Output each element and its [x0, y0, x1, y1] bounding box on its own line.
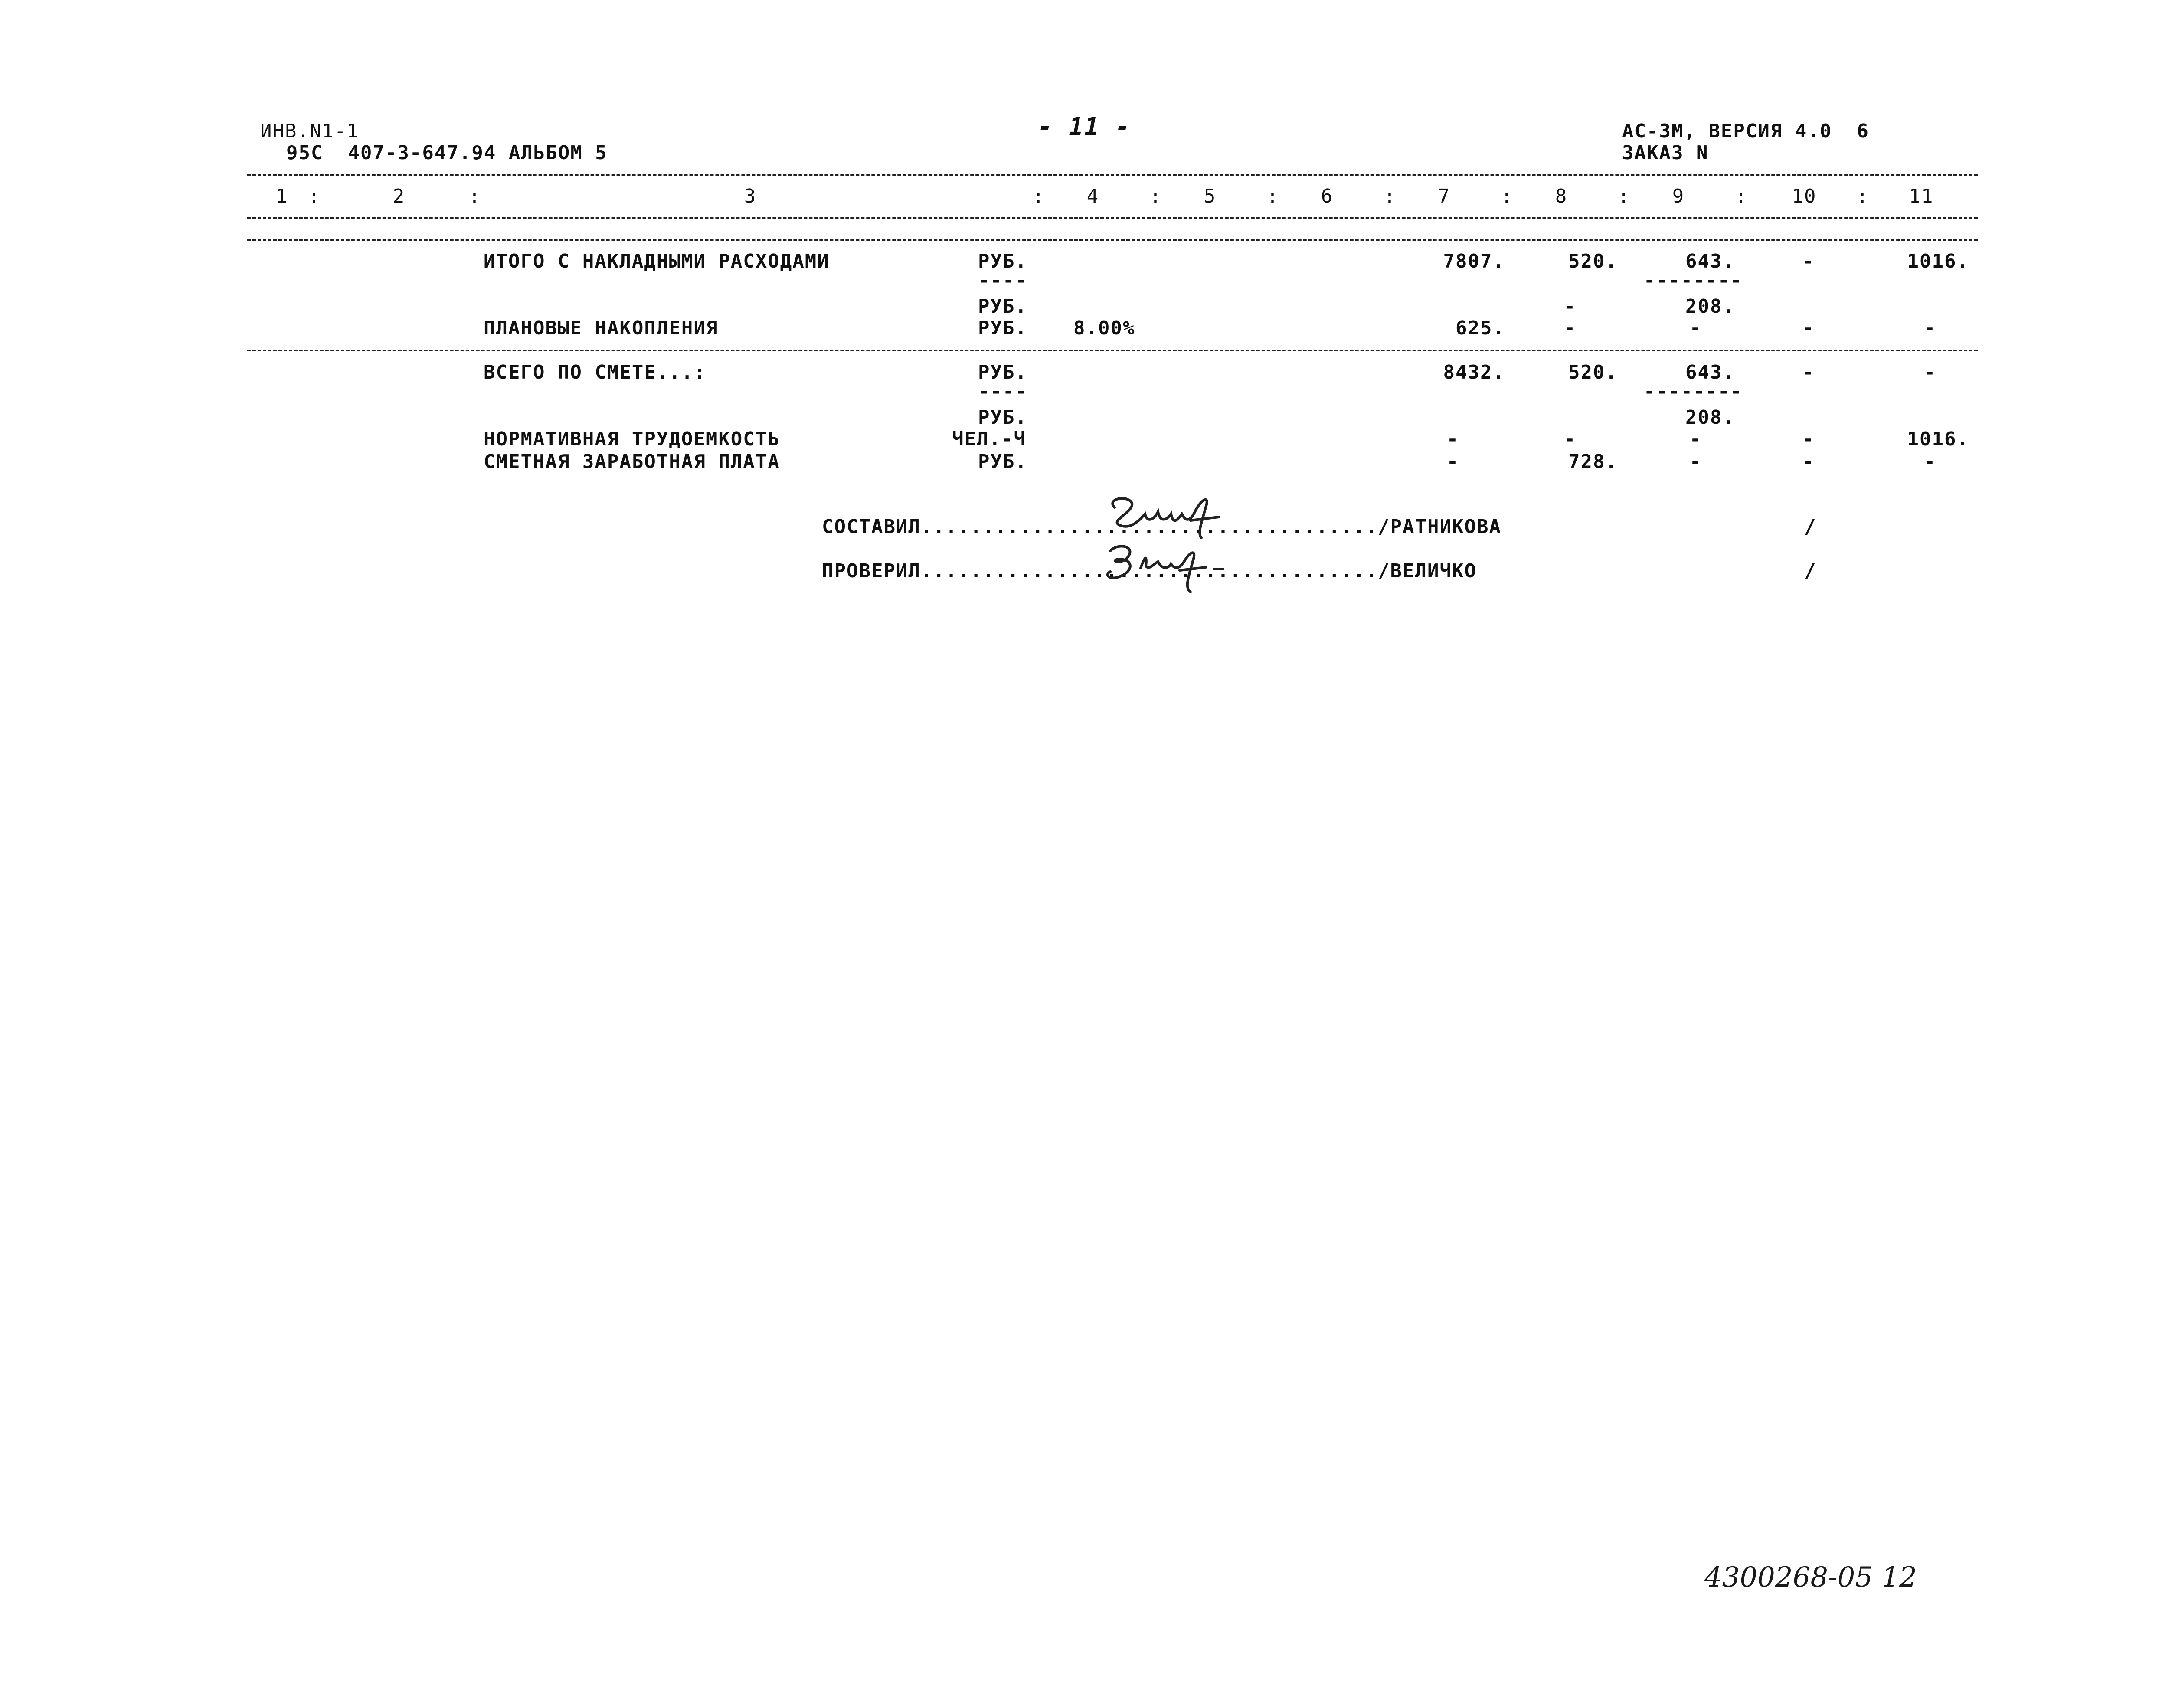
compiled-by-slash: /: [1804, 516, 1817, 538]
column-number: 11: [1909, 185, 1934, 207]
total-rule: [247, 350, 1978, 351]
column-separator: :: [1149, 185, 1162, 207]
row-label: ВСЕГО ПО СМЕТЕ...:: [484, 361, 706, 383]
cell-col8: 728.: [1568, 451, 1618, 473]
column-separator: :: [1856, 185, 1869, 207]
column-separator: :: [1735, 185, 1748, 207]
cell-col9: 643.: [1685, 250, 1735, 272]
column-header-rule: [247, 217, 1978, 219]
row-unit: РУБ.: [978, 361, 1027, 383]
cell-col7: 625.: [1456, 317, 1505, 339]
row-unit: РУБ.: [978, 406, 1027, 429]
cell-col11: 1016.: [1907, 428, 1969, 450]
column-separator: :: [1384, 185, 1397, 207]
cell-col10: -: [1802, 317, 1815, 339]
cell-col7: 8432.: [1443, 361, 1505, 383]
cell-col9: 208.: [1685, 406, 1735, 429]
cell-col9: 643.: [1685, 361, 1735, 383]
column-separator: :: [1618, 185, 1631, 207]
unit-dash: ----: [978, 269, 1027, 291]
cell-col11: -: [1923, 451, 1936, 473]
row-label: ПЛАНОВЫЕ НАКОПЛЕНИЯ: [484, 317, 719, 339]
row-unit: РУБ.: [978, 317, 1027, 339]
checked-by-slash: /: [1804, 560, 1817, 582]
cell-col10: -: [1802, 451, 1815, 473]
column-separator: :: [468, 185, 481, 207]
cell-col11: 1016.: [1907, 250, 1969, 272]
row-unit: РУБ.: [978, 250, 1027, 272]
cell-col8: -: [1563, 295, 1577, 317]
column-number: 2: [392, 185, 406, 207]
row-unit: РУБ.: [978, 451, 1027, 473]
signature-velichko: [1093, 538, 1240, 594]
column-separator: :: [1501, 185, 1514, 207]
column-separator: :: [1266, 185, 1279, 207]
column-number: 4: [1086, 185, 1099, 207]
row-unit: ЧЕЛ.-Ч: [952, 428, 1026, 450]
column-number: 8: [1555, 185, 1568, 207]
header-rule: [247, 174, 1978, 176]
cell-col9-dash: --------: [1644, 269, 1743, 291]
cell-col9: -: [1689, 428, 1702, 450]
cell-col11: -: [1923, 361, 1936, 383]
column-separator: :: [308, 185, 321, 207]
cell-col7: -: [1446, 428, 1459, 450]
cell-col7: -: [1446, 451, 1459, 473]
cell-col8: 520.: [1568, 361, 1618, 383]
cell-col10: -: [1802, 361, 1815, 383]
inventory-number: ИНВ.N1-1: [260, 120, 359, 142]
compiled-by-line: СОСТАВИЛ...................................../РАТНИКОВА: [822, 516, 1501, 538]
page-number: - 11 -: [1037, 113, 1131, 141]
cell-col8: -: [1563, 317, 1577, 339]
cell-col7: 7807.: [1443, 250, 1505, 272]
cell-col4: 8.00%: [1073, 317, 1135, 339]
document-code: 95С 407-3-647.94 АЛЬБОМ 5: [286, 142, 608, 164]
row-label: ИТОГО С НАКЛАДНЫМИ РАСХОДАМИ: [484, 250, 830, 272]
column-separator: :: [1032, 185, 1045, 207]
row-unit: РУБ.: [978, 295, 1027, 317]
program-version: АС-ЗМ, ВЕРСИЯ 4.0 6: [1622, 120, 1869, 142]
cell-col8: -: [1563, 428, 1577, 450]
checked-by-line: ПРОВЕРИЛ...................................../ВЕЛИЧКО: [822, 560, 1477, 582]
cell-col10: -: [1802, 428, 1815, 450]
cell-col9-dash: --------: [1644, 380, 1743, 402]
cell-col10: -: [1802, 250, 1815, 272]
column-number: 7: [1438, 185, 1451, 207]
column-number: 5: [1204, 185, 1217, 207]
column-number: 9: [1672, 185, 1685, 207]
cell-col11: -: [1923, 317, 1936, 339]
column-number: 6: [1321, 185, 1334, 207]
cell-col9: 208.: [1685, 295, 1735, 317]
cell-col9: -: [1689, 317, 1702, 339]
column-number: 10: [1792, 185, 1817, 207]
table-top-rule: [247, 239, 1978, 241]
column-number: 3: [744, 185, 757, 207]
archive-number: 4300268-05 12: [1704, 1561, 1917, 1593]
order-number: ЗАКАЗ N: [1622, 142, 1709, 164]
row-label: НОРМАТИВНАЯ ТРУДОЕМКОСТЬ: [484, 428, 780, 450]
cell-col9: -: [1689, 451, 1702, 473]
column-number: 1: [275, 185, 288, 207]
cell-col8: 520.: [1568, 250, 1618, 272]
row-label: СМЕТНАЯ ЗАРАБОТНАЯ ПЛАТА: [484, 451, 780, 473]
unit-dash: ----: [978, 380, 1027, 402]
signature-ratnikova: [1102, 490, 1245, 542]
